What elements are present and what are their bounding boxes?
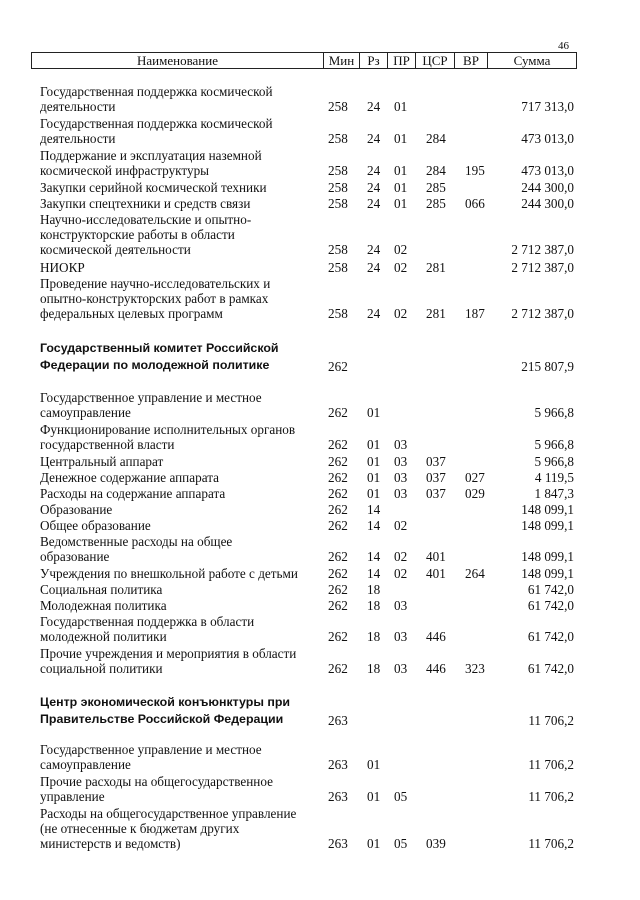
row-name	[40, 116, 320, 146]
row-name-line: самоуправление	[40, 757, 131, 772]
cell-csr: 281	[426, 260, 446, 275]
row-name	[40, 694, 320, 728]
cell-min: 262	[328, 582, 348, 597]
table-row	[0, 212, 640, 257]
row-name	[40, 774, 320, 804]
cell-min: 258	[328, 196, 348, 211]
row-name-line: Научно-исследовательские и опытно-	[40, 212, 252, 227]
cell-sum: 148 099,1	[521, 502, 574, 517]
row-name-line: Молодежная политика	[40, 598, 167, 613]
cell-sum: 2 712 387,0	[511, 306, 574, 321]
cell-sum: 148 099,1	[521, 566, 574, 581]
table-row	[0, 470, 640, 485]
cell-pr: 02	[394, 242, 408, 257]
row-name-line: Поддержание и эксплуатация наземной	[40, 148, 262, 163]
cell-min: 258	[328, 163, 348, 178]
column-header-rz: Рз	[359, 53, 387, 68]
row-name-line: Расходы на общегосударственное управление	[40, 806, 297, 821]
cell-min: 263	[328, 789, 348, 804]
row-name	[40, 518, 320, 533]
row-name-line: Государственная поддержка в области	[40, 614, 255, 629]
cell-sum: 148 099,1	[521, 518, 574, 533]
cell-min: 262	[328, 598, 348, 613]
row-name	[40, 260, 320, 275]
table-row	[0, 260, 640, 275]
cell-pr: 05	[394, 789, 408, 804]
row-name	[40, 502, 320, 517]
cell-pr: 01	[394, 180, 408, 195]
row-name-line: Государственное управление и местное	[40, 742, 262, 757]
cell-rz: 24	[367, 180, 381, 195]
row-name	[40, 566, 320, 581]
table-row	[0, 148, 640, 178]
row-name-line: Денежное содержание аппарата	[40, 470, 219, 485]
row-name-line: министерств и ведомств)	[40, 836, 181, 851]
row-name	[40, 454, 320, 469]
cell-vr: 323	[465, 661, 485, 676]
table-row	[0, 806, 640, 851]
cell-csr: 285	[426, 196, 446, 211]
cell-pr: 05	[394, 836, 408, 851]
row-name-line: самоуправление	[40, 405, 131, 420]
cell-sum: 11 706,2	[528, 757, 574, 772]
cell-pr: 03	[394, 598, 408, 613]
table-row	[0, 646, 640, 676]
cell-rz: 01	[367, 789, 381, 804]
cell-min: 258	[328, 131, 348, 146]
cell-pr: 02	[394, 518, 408, 533]
row-name-line: Правительстве Российской Федерации	[40, 712, 284, 726]
cell-sum: 11 706,2	[528, 836, 574, 851]
cell-vr: 195	[465, 163, 485, 178]
row-name-line: Социальная политика	[40, 582, 163, 597]
table-row	[0, 582, 640, 597]
cell-rz: 24	[367, 131, 381, 146]
cell-csr: 037	[426, 486, 446, 501]
row-name-line: Федерации по молодежной политике	[40, 358, 270, 372]
cell-sum: 5 966,8	[534, 454, 574, 469]
cell-sum: 5 966,8	[534, 437, 574, 452]
row-name-line: деятельности	[40, 131, 116, 146]
cell-pr: 03	[394, 629, 408, 644]
cell-min: 258	[328, 306, 348, 321]
cell-csr: 284	[426, 163, 446, 178]
table-row	[0, 694, 640, 728]
cell-vr: 027	[465, 470, 485, 485]
row-name-line: управление	[40, 789, 105, 804]
row-name	[40, 84, 320, 114]
row-name	[40, 646, 320, 676]
cell-rz: 14	[367, 566, 381, 581]
column-header-csr: ЦСР	[415, 53, 454, 68]
cell-csr: 446	[426, 661, 446, 676]
cell-pr: 03	[394, 437, 408, 452]
cell-rz: 01	[367, 757, 381, 772]
row-name	[40, 470, 320, 485]
row-name-line: космической инфраструктуры	[40, 163, 210, 178]
cell-min: 263	[328, 836, 348, 851]
cell-rz: 24	[367, 163, 381, 178]
table-row	[0, 614, 640, 644]
cell-csr: 285	[426, 180, 446, 195]
row-name	[40, 486, 320, 501]
cell-sum: 244 300,0	[521, 180, 574, 195]
cell-csr: 446	[426, 629, 446, 644]
row-name	[40, 534, 320, 564]
cell-min: 258	[328, 99, 348, 114]
cell-rz: 01	[367, 470, 381, 485]
cell-rz: 24	[367, 306, 381, 321]
row-name-line: конструкторские работы в области	[40, 227, 235, 242]
row-name	[40, 806, 320, 851]
cell-sum: 2 712 387,0	[511, 242, 574, 257]
row-name-line: Государственный комитет Российской	[40, 341, 279, 355]
row-name-line: Центр экономической конъюнктуры при	[40, 695, 291, 709]
cell-sum: 1 847,3	[534, 486, 574, 501]
row-name-line: Образование	[40, 502, 113, 517]
cell-csr: 037	[426, 470, 446, 485]
cell-csr: 281	[426, 306, 446, 321]
cell-sum: 2 712 387,0	[511, 260, 574, 275]
row-name-line: Расходы на содержание аппарата	[40, 486, 226, 501]
row-name-line: Прочие учреждения и мероприятия в области	[40, 646, 297, 661]
cell-sum: 473 013,0	[521, 163, 574, 178]
cell-sum: 11 706,2	[528, 713, 574, 728]
table-row	[0, 518, 640, 533]
table-row	[0, 534, 640, 564]
row-name-line: Ведомственные расходы на общее	[40, 534, 233, 549]
row-name-line: образование	[40, 549, 110, 564]
row-name-line: Прочие расходы на общегосударственное	[40, 774, 273, 789]
cell-rz: 14	[367, 518, 381, 533]
table-row	[0, 774, 640, 804]
column-header-vr: ВР	[454, 53, 487, 68]
table-row	[0, 196, 640, 211]
cell-rz: 24	[367, 99, 381, 114]
row-name-line: Функционирование исполнительных органов	[40, 422, 296, 437]
cell-min: 262	[328, 359, 348, 374]
page-number: 46	[558, 40, 569, 52]
table-row	[0, 742, 640, 772]
row-name-line: государственной власти	[40, 437, 175, 452]
cell-sum: 244 300,0	[521, 196, 574, 211]
cell-rz: 14	[367, 502, 381, 517]
cell-csr: 401	[426, 549, 446, 564]
cell-pr: 02	[394, 549, 408, 564]
cell-min: 262	[328, 454, 348, 469]
cell-sum: 61 742,0	[527, 629, 574, 644]
row-name	[40, 180, 320, 195]
row-name-line: Государственная поддержка космической	[40, 84, 273, 99]
row-name-line: деятельности	[40, 99, 116, 114]
table-row	[0, 276, 640, 321]
cell-vr: 066	[465, 196, 485, 211]
cell-vr: 187	[465, 306, 485, 321]
row-name-line: молодежной политики	[40, 629, 167, 644]
cell-min: 258	[328, 180, 348, 195]
column-header-sum: Сумма	[487, 53, 576, 68]
cell-sum: 473 013,0	[521, 131, 574, 146]
cell-min: 263	[328, 713, 348, 728]
cell-rz: 24	[367, 242, 381, 257]
table-row	[0, 502, 640, 517]
cell-pr: 03	[394, 486, 408, 501]
cell-vr: 264	[465, 566, 485, 581]
cell-sum: 148 099,1	[521, 549, 574, 564]
cell-sum: 61 742,0	[527, 582, 574, 597]
row-name	[40, 390, 320, 420]
cell-pr: 02	[394, 306, 408, 321]
row-name-line: Закупки серийной космической техники	[40, 180, 267, 195]
row-name-line: Государственная поддержка космической	[40, 116, 273, 131]
cell-csr: 037	[426, 454, 446, 469]
cell-sum: 4 119,5	[534, 470, 574, 485]
cell-min: 262	[328, 502, 348, 517]
row-name	[40, 422, 320, 452]
cell-csr: 284	[426, 131, 446, 146]
cell-pr: 01	[394, 163, 408, 178]
cell-sum: 61 742,0	[527, 598, 574, 613]
cell-rz: 18	[367, 661, 381, 676]
table-row	[0, 116, 640, 146]
cell-rz: 01	[367, 836, 381, 851]
row-name-line: опытно-конструкторских работ в рамках	[40, 291, 269, 306]
cell-min: 262	[328, 566, 348, 581]
cell-rz: 01	[367, 486, 381, 501]
cell-sum: 5 966,8	[534, 405, 574, 420]
cell-pr: 01	[394, 99, 408, 114]
cell-rz: 01	[367, 405, 381, 420]
cell-pr: 02	[394, 566, 408, 581]
row-name-line: НИОКР	[40, 260, 85, 275]
row-name-line: социальной политики	[40, 661, 163, 676]
row-name-line: Проведение научно-исследовательских и	[40, 276, 271, 291]
row-name	[40, 212, 320, 257]
row-name	[40, 276, 320, 321]
cell-rz: 24	[367, 260, 381, 275]
row-name	[40, 148, 320, 178]
cell-rz: 01	[367, 437, 381, 452]
cell-rz: 14	[367, 549, 381, 564]
cell-sum: 11 706,2	[528, 789, 574, 804]
row-name	[40, 614, 320, 644]
row-name-line: Общее образование	[40, 518, 151, 533]
row-name-line: Закупки спецтехники и средств связи	[40, 196, 251, 211]
cell-min: 262	[328, 437, 348, 452]
cell-pr: 02	[394, 260, 408, 275]
cell-min: 263	[328, 757, 348, 772]
row-name	[40, 196, 320, 211]
cell-sum: 61 742,0	[527, 661, 574, 676]
column-header-pr: ПР	[387, 53, 415, 68]
cell-min: 258	[328, 242, 348, 257]
table-row	[0, 390, 640, 420]
cell-min: 262	[328, 549, 348, 564]
cell-min: 262	[328, 661, 348, 676]
table-row	[0, 84, 640, 114]
row-name	[40, 582, 320, 597]
cell-rz: 18	[367, 582, 381, 597]
cell-pr: 03	[394, 454, 408, 469]
row-name	[40, 598, 320, 613]
column-header-min: Мин	[323, 53, 359, 68]
row-name-line: космической деятельности	[40, 242, 191, 257]
table-row	[0, 180, 640, 195]
row-name-line: Центральный аппарат	[40, 454, 164, 469]
cell-min: 258	[328, 260, 348, 275]
table-row	[0, 340, 640, 374]
cell-min: 262	[328, 518, 348, 533]
cell-rz: 18	[367, 629, 381, 644]
cell-sum: 215 807,9	[521, 359, 574, 374]
row-name-line: федеральных целевых программ	[40, 306, 223, 321]
cell-pr: 03	[394, 470, 408, 485]
cell-sum: 717 313,0	[521, 99, 574, 114]
row-name-line: Государственное управление и местное	[40, 390, 262, 405]
table-row	[0, 422, 640, 452]
table-row	[0, 454, 640, 469]
row-name	[40, 340, 320, 374]
cell-rz: 18	[367, 598, 381, 613]
cell-csr: 401	[426, 566, 446, 581]
cell-rz: 24	[367, 196, 381, 211]
table-row	[0, 566, 640, 581]
cell-min: 262	[328, 405, 348, 420]
table-row	[0, 598, 640, 613]
cell-pr: 01	[394, 196, 408, 211]
cell-min: 262	[328, 486, 348, 501]
cell-pr: 01	[394, 131, 408, 146]
cell-csr: 039	[426, 836, 446, 851]
row-name	[40, 742, 320, 772]
cell-min: 262	[328, 470, 348, 485]
cell-pr: 03	[394, 661, 408, 676]
column-header-name: Наименование	[137, 53, 218, 68]
row-name-line: Учреждения по внешкольной работе с детьми	[40, 566, 298, 581]
cell-vr: 029	[465, 486, 485, 501]
cell-rz: 01	[367, 454, 381, 469]
table-row	[0, 486, 640, 501]
row-name-line: (не отнесенные к бюджетам других	[40, 821, 240, 836]
cell-min: 262	[328, 629, 348, 644]
